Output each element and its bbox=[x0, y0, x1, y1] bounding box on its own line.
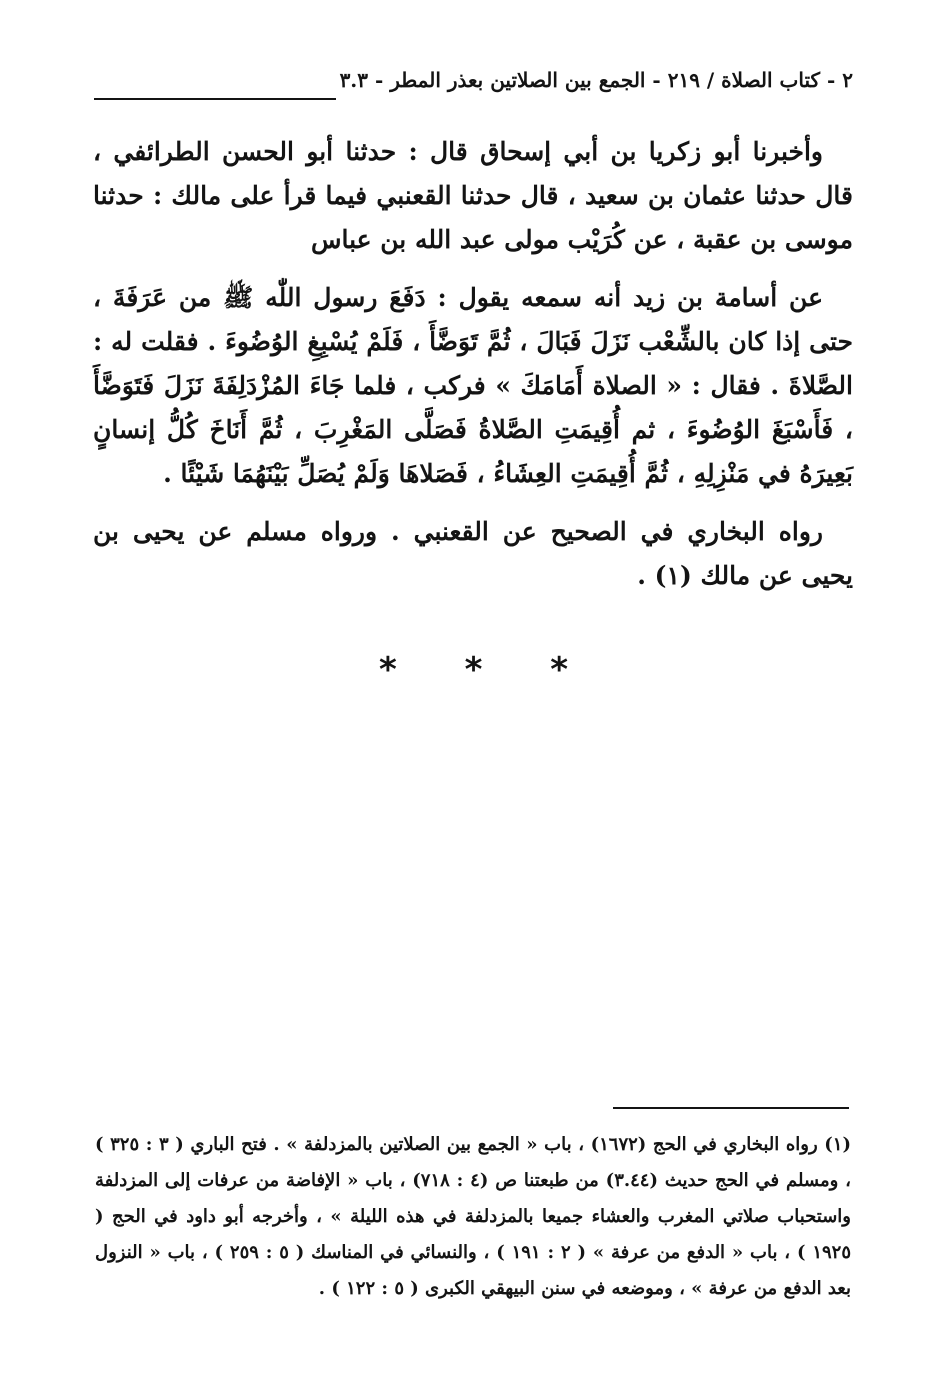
section-separator bbox=[0, 650, 947, 690]
running-header: ٢ - كتاب الصلاة / ٢١٩ - الجمع بين الصلاتين بعذر المطر - ٣.٣ bbox=[339, 68, 853, 92]
footnotes bbox=[95, 1127, 851, 1307]
takhrij-paragraph: رواه البخاري في الصحيح عن القعنبي . ورواه مسلم عن يحيى بن يحيى عن مالك (١) . bbox=[93, 517, 853, 590]
footnote: (١) رواه البخاري في الحج (١٦٧٢) ، باب « الجمع بين الصلاتين بالمزدلفة » . فتح الباري ( ٣ : ٣٢٥ ) ، ومسلم في الحج حديث (٣.٤٤) من طبعتنا ص (٤ : ٧١٨) ، باب « الإفاضة من عرفات إلى المزدلفة واستحباب صلاتي المغرب والعشاء جميعا بالمزدلفة في هذه الليلة » ، وأخرجه أبو داود في الحج ( ١٩٢٥ ) ، باب « الدفع من عرفة » ( ٢ : ١٩١ ) ، والنسائي في المناسك ( ٥ : ٢٥٩ ) ، باب « النزول بعد الدفع من عرفة » ، وموضعه في سنن البيهقي الكبرى ( ٥ : ١٢٢ ) . bbox=[95, 1134, 852, 1299]
asterisk-ornament: * bbox=[378, 650, 397, 690]
asterisk-ornament: * bbox=[464, 650, 483, 690]
isnad-paragraph: وأخبرنا أبو زكريا بن أبي إسحاق قال : حدثنا أبو الحسن الطرائفي ، قال حدثنا عثمان بن سعيد ، قال حدثنا القعنبي فيما قرأ على مالك : حدثنا موسى بن عقبة ، عن كُرَيْب مولى عبد الله بن عباس bbox=[93, 137, 853, 254]
header-rule bbox=[94, 98, 336, 100]
main-text bbox=[93, 130, 853, 612]
footnote-rule bbox=[613, 1107, 849, 1109]
asterisk-ornament: * bbox=[550, 650, 569, 690]
hadith-paragraph: عن أسامة بن زيد أنه سمعه يقول : دَفَعَ رسول اللّٰه ﷺ من عَرَفَةَ ، حتى إذا كان بالشِّعْب نَزَلَ فَبَالَ ، ثُمَّ تَوَضَّأَ ، فَلَمْ يُسْبِغِ الوُضُوءَ . فقلت له : الصَّلاةَ . فقال : « الصلاة أَمَامَكَ » فركب ، فلما جَاءَ المُزْدَلِفَةَ نَزَلَ فَتَوَضَّأَ ، فَأَسْبَغَ الوُضُوءَ ، ثم أُقِيمَتِ الصَّلاةُ فَصَلَّى المَغْرِبَ ، ثُمَّ أَنَاخَ كُلُّ إنسانٍ بَعِيرَهُ في مَنْزِلِهِ ، ثُمَّ أُقِيمَتِ العِشَاءُ ، فَصَلاهَا وَلَمْ يُصَلِّ بَيْنَهُمَا شَيْئًا . bbox=[93, 283, 853, 488]
